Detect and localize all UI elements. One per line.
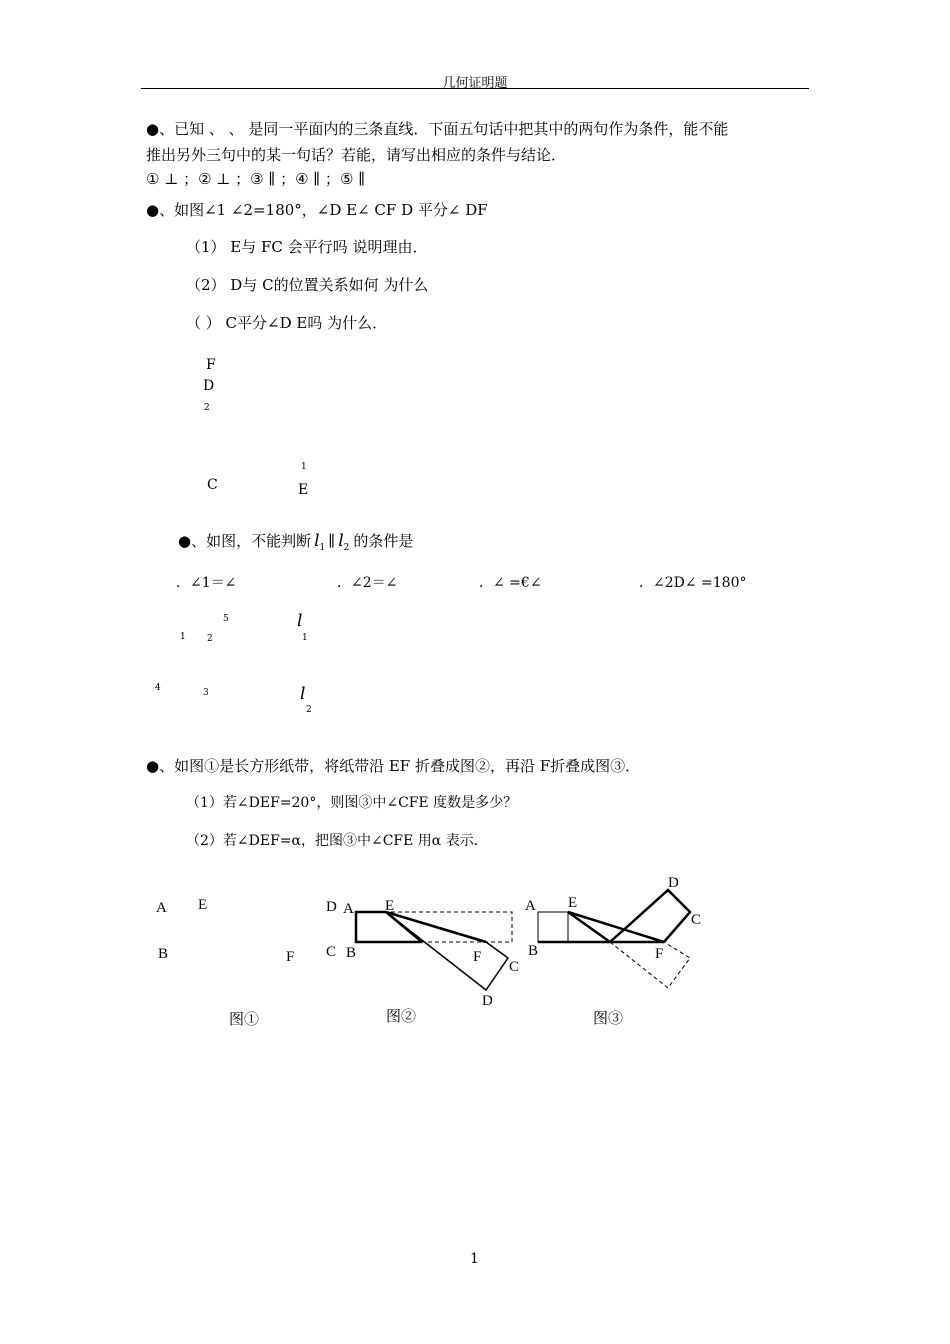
q3-stem-post: 的条件是 (353, 532, 414, 550)
fig3-caption: 图③ (593, 1011, 624, 1027)
q3-sub2: 2 (343, 543, 350, 553)
q3-fig-l1-sub: 1 (302, 633, 308, 643)
fig3-label-F: F (655, 946, 664, 962)
fig3-left-box (538, 912, 568, 942)
q3-option-d: ．∠2D∠ =180° (639, 575, 747, 591)
fig1-label-A: A (156, 900, 167, 916)
q3-l1: l (314, 531, 320, 551)
fig3-label-D: D (668, 875, 679, 891)
q2-stem: ●、如图∠1 ∠2=180°，∠D E∠ CF D 平分∠ DF (146, 201, 488, 219)
fig1-label-B: B (158, 946, 169, 962)
q2-fig-label-2: 2 (204, 403, 210, 413)
fig2-label-D2: D (482, 993, 493, 1009)
fig1-label-E: E (198, 897, 208, 913)
q3-fig-l2: l (300, 684, 306, 704)
page-header-title: 几何证明题 (442, 76, 508, 91)
q3-parallel: ∥ (328, 532, 336, 550)
fig1-label-F: F (286, 949, 295, 965)
fig2-label-B: B (346, 945, 357, 961)
fig2-label-C2: C (509, 959, 520, 975)
q2-sub3: （ ） C平分∠D E吗 为什么． (186, 314, 388, 332)
page-number: 1 (470, 1251, 479, 1267)
q2-fig-label-C: C (207, 477, 218, 493)
q2-sub1: （1） E与 FC 会平行吗 说明理由． (186, 238, 428, 256)
q3-fig-label-1: 1 (180, 632, 186, 642)
fig2-label-E: E (385, 898, 395, 914)
q2-fig-label-E: E (298, 482, 309, 498)
q3-l2: l (338, 531, 344, 551)
fig1-caption: 图① (229, 1012, 260, 1028)
fig3-label-B: B (528, 943, 539, 959)
q3-sub1: 1 (319, 543, 326, 553)
q3-fig-l1: l (297, 611, 303, 631)
fig3-label-A: A (525, 898, 536, 914)
q1-options: ① ⊥ ；② ⊥ ；③ ∥ ；④ ∥ ；⑤ ∥ (146, 170, 366, 188)
q2-fig-label-D: D (203, 378, 215, 394)
q3-option-c: ．∠ =€∠ (479, 575, 542, 591)
q4-sub2: （2）若∠DEF=α，把图③中∠CFE 用α 表示． (186, 833, 488, 849)
q3-fig-label-4: 4 (155, 683, 161, 693)
q2-sub2: （2） D与 C的位置关系如何 为什么 (186, 276, 429, 294)
fig2-label-C: C (326, 944, 337, 960)
fig2-caption: 图② (386, 1009, 417, 1025)
q1-line1: ●、已知 、 、 是同一平面内的三条直线．下面五句话中把其中的两句作为条件，能不能 (146, 120, 729, 138)
fig3-dashed-part (610, 942, 690, 988)
q1-line2: 推出另外三句中的某一句话？若能，请写出相应的条件与结论． (146, 146, 567, 164)
q3-stem-pre: ●、如图，不能判断 (178, 532, 312, 550)
fig2-label-F: F (473, 949, 482, 965)
q4-sub1: （1）若∠DEF=20°，则图③中∠CFE 度数是多少？ (186, 795, 518, 811)
q3-fig-label-2: 2 (207, 634, 213, 644)
q3-fig-label-3: 3 (203, 688, 209, 698)
q3-option-a: ．∠1＝∠ (176, 575, 237, 591)
q2-fig-label-F: F (206, 357, 216, 373)
q3-option-b: ．∠2＝∠ (337, 575, 398, 591)
q4-stem: ●、如图①是长方形纸带，将纸带沿 EF 折叠成图②，再沿 F折叠成图③． (146, 757, 641, 775)
fig2-label-D: D (326, 899, 337, 915)
fig3-label-C: C (691, 912, 702, 928)
fig2-label-A: A (343, 901, 354, 917)
fig3-label-E: E (568, 895, 578, 911)
fig3-crease-2 (568, 912, 610, 942)
q3-fig-l2-sub: 2 (306, 705, 312, 715)
q3-fig-label-5: 5 (223, 614, 229, 624)
q2-fig-label-1: 1 (301, 462, 307, 472)
